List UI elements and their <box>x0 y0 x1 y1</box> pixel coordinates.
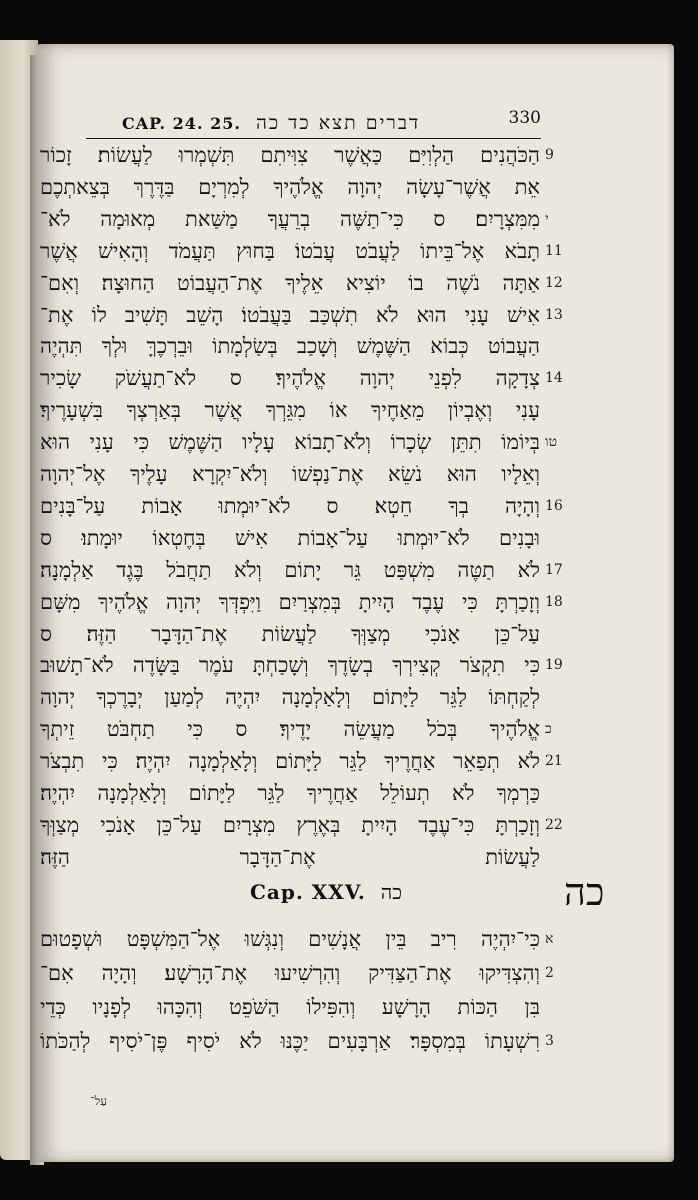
text-line: כִּי־יִהְיֶה רִיב בֵּין אֲנָשִׁים וְנִגְּשׁוּ אֶל־הַמִּשְׁפָּט וּשְׁפָטוּם <box>40 927 540 951</box>
verse-number: 14 <box>545 370 563 387</box>
verse-number: 9 <box>545 147 554 163</box>
text-line: מִמִּצְרָיִם׃ ס כִּי־תַשֶּׁה בְרֵעֲךָ מַשַּׁאת מְאוּמָה לֹא־ <box>40 206 540 231</box>
verse-number: י <box>545 210 549 227</box>
text-line: הַכֹּהֲנִים הַלְוִיִּם כַּאֲשֶׁר צִוִּיתִם תִּשְׁמְרוּ לַעֲשׂוֹת׃ זָכוֹר <box>40 143 540 167</box>
text-line: בִּן הַכּוֹת הָרָשָׁע וְהִפִּילוֹ הַשֹּׁפֵט וְהִכָּהוּ לְפָנָיו כְּדֵי <box>40 995 540 1019</box>
text-line: אִישׁ עָנִי הוּא לֹא תִשְׁכַּב בַּעֲבֹטוֹ׃ הָשֵׁב תָּשִׁיב לוֹ אֶת־ <box>40 302 540 327</box>
verse-number: 19 <box>545 657 563 674</box>
text-line: לְקַחְתּוֹ לַגֵּר לַיָּתוֹם וְלָאַלְמָנָה יִהְיֶה לְמַעַן יְבָרֶכְךָ יְהוָה <box>40 685 540 710</box>
text-line: בְּיוֹמוֹ תִתֵּן שְׂכָרוֹ וְלֹא־תָבוֹא עָלָיו הַשֶּׁמֶשׁ כִּי עָנִי הוּא <box>40 430 540 455</box>
text-line: כַּרְמְךָ לֹא תְעוֹלֵל אַחֲרֶיךָ לַגֵּר לַיָּתוֹם וְלָאַלְמָנָה יִהְיֶה׃ <box>40 781 540 805</box>
text-line: אַתָּה נֹשֶׁה בוֹ יוֹצִיא אֵלֶיךָ אֶת־הַעֲבוֹט הַחוּצָה׃ וְאִם־ <box>40 270 540 295</box>
verse-number: 12 <box>545 274 563 291</box>
text-line: הַעֲבוֹט כְּבוֹא הַשֶּׁמֶשׁ וְשָׁכַב בְּשַׂלְמָתוֹ וּבֵרְכֶךָּ וּלְךָ תִּהְיֶה <box>40 334 540 359</box>
verse-number: 21 <box>545 753 563 770</box>
verse-number: 2 <box>545 965 554 981</box>
verse-number: 17 <box>545 561 563 578</box>
header-chapter-ref: CAP. 24. 25. <box>122 114 241 133</box>
text-line: וְהָיָה בְךָ חֵטְא׃ ס לֹא־יוּמְתוּ אָבוֹת עַל־בָּנִים <box>40 493 540 518</box>
verse-number: 16 <box>545 497 563 514</box>
text-line: וּבָנִים לֹא־יוּמְתוּ עַל־אָבוֹת אִישׁ בְּחֶטְאוֹ יוּמָתוּ׃ ס <box>40 525 540 550</box>
text-line: אֱלֹהֶיךָ בְּכֹל מַעֲשֵׂה יָדֶיךָ׃ ס כִּי תַחְבֹּט זֵיתְךָ <box>40 717 540 742</box>
catchword: עַל־ <box>90 1094 107 1108</box>
text-line: לַעֲשׂוֹת אֶת־הַדָּבָר הַזֶּה׃ <box>40 844 540 869</box>
chapter-heading-hebrew: כה <box>380 880 403 904</box>
verse-number: 11 <box>545 242 563 259</box>
chapter-heading-latin: Cap. XXV. <box>250 880 366 904</box>
running-header <box>86 98 541 139</box>
header-book-title: דברים תצא כד כה <box>256 112 421 134</box>
text-line: רִשְׁעָתוֹ בְּמִסְפָּר׃ אַרְבָּעִים יַכֶּנּוּ לֹא יֹסִיף פֶּן־יֹסִיף לְהַכֹּתוֹ <box>40 1029 540 1053</box>
text-line: לֹא תְפַאֵר אַחֲרֶיךָ לַגֵּר לַיָּתוֹם וְלָאַלְמָנָה יִהְיֶה׃ כִּי תִבְצֹר <box>40 749 540 774</box>
text-line: כִּי תִקְצֹר קְצִירְךָ בְשָׂדֶךָ וְשָׁכַחְתָּ עֹמֶר בַּשָּׂדֶה לֹא־תָשׁוּב <box>40 653 540 678</box>
text-line: וְזָכַרְתָּ כִּי עֶבֶד הָיִיתָ בְּמִצְרַיִם וַיִּפְדְּךָ יְהוָה אֱלֹהֶיךָ מִשָּׁם <box>40 589 540 614</box>
verse-number: 18 <box>545 593 563 610</box>
verse-number: 3 <box>545 1033 554 1049</box>
text-line: לֹא תַטֶּה מִשְׁפַּט גֵּר יָתוֹם וְלֹא תַחֲבֹל בֶּגֶד אַלְמָנָה׃ <box>40 557 540 582</box>
text-line: וְהִצְדִּיקוּ אֶת־הַצַּדִּיק וְהִרְשִׁיעוּ אֶת־הָרָשָׁע׃ וְהָיָה אִם־ <box>40 961 540 985</box>
verse-number: 13 <box>545 306 563 323</box>
verse-number: כ <box>545 721 552 738</box>
chapter-initial: כה <box>564 870 605 914</box>
text-line: וְאֵלָיו הוּא נֹשֵׂא אֶת־נַפְשׁוֹ וְלֹא־יִקְרָא עָלֶיךָ אֶל־יְהוָה <box>40 462 540 486</box>
verse-number: א <box>545 931 554 947</box>
text-line: וְזָכַרְתָּ כִּי־עֶבֶד הָיִיתָ בְּאֶרֶץ מִצְרָיִם עַל־כֵּן אָנֹכִי מְצַוְּךָ <box>40 812 540 837</box>
page-number: 330 <box>508 108 541 128</box>
text-line: אֵת אֲשֶׁר־עָשָׂה יְהוָה אֱלֹהֶיךָ לְמִרְיָם בַּדֶּרֶךְ בְּצֵאתְכֶם <box>40 174 540 199</box>
verse-number: 22 <box>545 816 563 833</box>
text-line: עָנִי וְאֶבְיוֹן מֵאַחֶיךָ אוֹ מִגֵּרְךָ אֲשֶׁר בְּאַרְצְךָ בִּשְׁעָרֶיךָ׃ <box>40 398 540 423</box>
text-line: תָבֹא אֶל־בֵּיתוֹ לַעֲבֹט עֲבֹטוֹ׃ בַּחוּץ תַּעֲמֹד וְהָאִישׁ אֲשֶׁר <box>40 238 540 263</box>
text-line: צְדָקָה לִפְנֵי יְהוָה אֱלֹהֶיךָ׃ ס לֹא־תַעֲשֹׁק שָׂכִיר <box>40 366 540 391</box>
verse-number: טו <box>545 434 558 451</box>
text-line: עַל־כֵּן אָנֹכִי מְצַוְּךָ לַעֲשׂוֹת אֶת־הַדָּבָר הַזֶּה׃ ס <box>40 621 540 646</box>
chapter-heading <box>250 880 402 905</box>
